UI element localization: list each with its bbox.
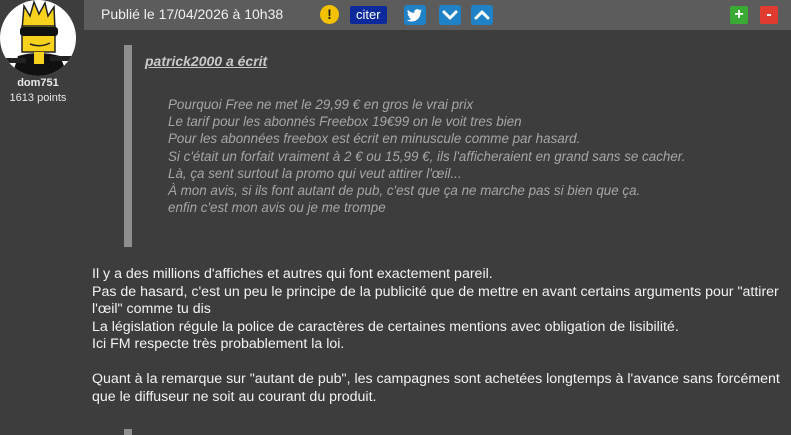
next-quote-bar <box>124 429 132 435</box>
post-header <box>84 0 791 30</box>
author-name[interactable]: dom751 <box>17 77 59 89</box>
post-body <box>92 266 782 406</box>
author-panel <box>0 0 82 435</box>
scroll-down-button[interactable] <box>439 5 461 25</box>
post-line: Quant à la remarque sur "autant de pub", les campagnes sont achetées longtemps à l'avance sans forcément que le diffuseur ne soit au courant du produit. <box>92 370 780 405</box>
post-line: Il y a des millions d'affiches et autres qui font exactement pareil. <box>92 266 493 282</box>
quote-author-link[interactable]: patrick2000 a écrit <box>145 53 268 69</box>
alert-icon: ! <box>327 6 332 22</box>
post-paragraph <box>92 266 782 354</box>
quote-line: enfin c'est mon avis ou je me trompe <box>168 200 386 216</box>
twitter-icon <box>404 5 426 25</box>
quote-line: Si c'était un forfait vraiment à 2 € ou 15,99 €, ils l'afficheraient en grand sans se cacher. <box>168 148 686 164</box>
quote-line: Pourquoi Free ne met le 29,99 € en gros le vrai prix <box>168 97 474 112</box>
post-paragraph <box>92 371 782 406</box>
upvote-button[interactable]: + <box>730 6 748 24</box>
post-line: La législation régule la police de caractères de certaines mentions avec obligation de lisibilité. <box>92 318 679 335</box>
report-button[interactable] <box>320 5 339 24</box>
chevron-down-icon <box>439 5 461 25</box>
post-date: Publié le 17/04/2026 à 10h38 <box>101 6 284 22</box>
quote-line: Là, ça sent surtout la promo qui veut attirer l'œil... <box>168 165 462 181</box>
avatar[interactable] <box>0 0 76 76</box>
quote-line: Pour les abonnées freebox est écrit en minuscule comme par hasard. <box>168 131 581 147</box>
post-line: Ici FM respecte très probablement la loi. <box>92 336 345 353</box>
quote-line: Le tarif pour les abonnés Freebox 19€99 on le voit tres bien <box>168 114 522 130</box>
post-line: Pas de hasard, c'est un peu le principe de la publicité que de mettre en avant certains arguments pour "attirer l'œil" comme tu dis <box>92 283 779 318</box>
quote-line: À mon avis, si ils font autant de pub, c'est que ça ne marche pas si bien que ça. <box>168 183 641 199</box>
twitter-share-button[interactable] <box>404 5 426 25</box>
cite-button[interactable]: citer <box>350 6 387 24</box>
chevron-up-icon <box>471 5 493 25</box>
downvote-button[interactable]: - <box>760 6 778 24</box>
scroll-up-button[interactable] <box>471 5 493 25</box>
quote-text <box>168 96 685 216</box>
quote-block <box>124 45 772 247</box>
author-points: 1613 points <box>9 92 67 104</box>
